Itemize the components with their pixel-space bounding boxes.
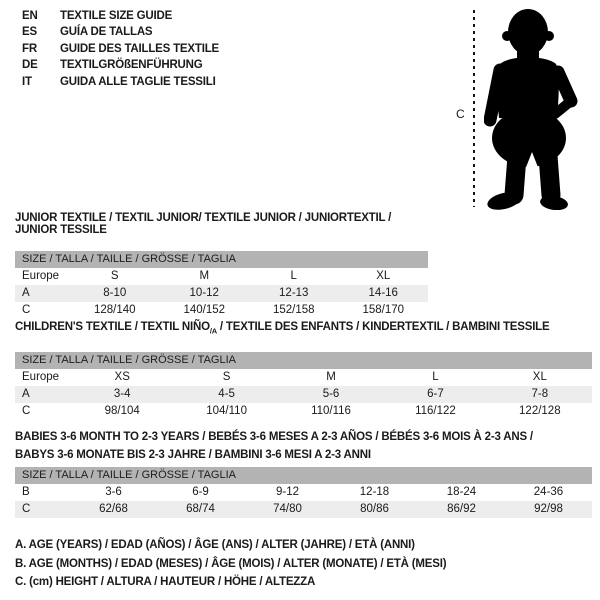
section-title bbox=[15, 429, 592, 464]
table-row bbox=[15, 403, 592, 420]
table-row bbox=[15, 302, 428, 319]
size-cell: 24-36 bbox=[533, 486, 564, 498]
size-cell: 6-9 bbox=[192, 486, 209, 498]
table-row bbox=[15, 484, 592, 501]
footnote-a: A. AGE (YEARS) / EDAD (AÑOS) / ÂGE (ANS) / ALTER (JAHRE) / ETÀ (ANNI) bbox=[15, 539, 415, 551]
guide-title: GUÍA DE TALLAS bbox=[60, 26, 153, 39]
footnote-c: C. (cm) HEIGHT / ALTURA / HAUTEUR / HÖHE / ALTEZZA bbox=[15, 576, 316, 588]
height-measure-label: C bbox=[456, 107, 465, 121]
size-cell: 110/116 bbox=[311, 405, 351, 418]
size-cell: 116/122 bbox=[415, 405, 456, 418]
table-row bbox=[15, 268, 428, 285]
size-cell: 92/98 bbox=[534, 503, 563, 515]
size-cell: 122/128 bbox=[519, 405, 561, 418]
size-cell: 4-5 bbox=[218, 388, 235, 401]
row-label: C bbox=[22, 503, 31, 515]
section-title-text: / TEXTILE DES ENFANTS / KINDERTEXTIL / BAMBINI TESSILE bbox=[216, 321, 550, 333]
size-cell: L bbox=[290, 270, 297, 282]
row-label: Europe bbox=[22, 371, 60, 384]
language-row bbox=[22, 41, 219, 57]
row-label: Europe bbox=[22, 270, 60, 282]
row-label: A bbox=[22, 287, 30, 299]
language-row bbox=[22, 24, 219, 40]
guide-title: GUIDE DES TAILLES TEXTILE bbox=[60, 42, 219, 55]
table-row bbox=[15, 386, 592, 403]
baby-silhouette-icon bbox=[484, 4, 596, 210]
size-cell: XL bbox=[532, 371, 547, 384]
table-row bbox=[15, 501, 592, 518]
guide-title: TEXTILGRÖßENFÜHRUNG bbox=[60, 59, 203, 72]
section-childrens-textile bbox=[15, 321, 592, 420]
size-cell: 74/80 bbox=[273, 503, 302, 515]
size-cell: 140/152 bbox=[183, 304, 226, 316]
size-cell: 3-4 bbox=[113, 388, 131, 401]
size-cell: 12-13 bbox=[279, 287, 309, 299]
row-label: C bbox=[22, 304, 31, 316]
footnote-b: B. AGE (MONTHS) / EDAD (MESES) / ÂGE (MOIS) / ALTER (MONATE) / ETÀ (MESI) bbox=[15, 557, 447, 570]
language-row bbox=[22, 8, 219, 24]
size-header-bar: SIZE / TALLA / TAILLE / GRÖSSE / TAGLIA bbox=[15, 467, 592, 484]
table-row bbox=[15, 285, 428, 302]
section-title-subscript: /A bbox=[209, 326, 217, 336]
size-cell: 7-8 bbox=[531, 388, 549, 401]
size-cell: XL bbox=[376, 270, 391, 282]
row-label: C bbox=[22, 405, 31, 418]
size-cell: 158/170 bbox=[362, 304, 405, 316]
size-cell: 3-6 bbox=[105, 486, 122, 498]
size-cell: 86/92 bbox=[447, 503, 476, 515]
section-babies-textile bbox=[15, 429, 592, 518]
section-title: JUNIOR TEXTILE / TEXTIL JUNIOR/ TEXTILE JUNIOR / JUNIORTEXTIL / JUNIOR TESSILE bbox=[15, 212, 392, 236]
size-cell: 12-18 bbox=[359, 486, 390, 498]
size-header-bar: SIZE / TALLA / TAILLE / GRÖSSE / TAGLIA bbox=[15, 352, 592, 369]
size-cell: M bbox=[326, 371, 336, 384]
language-row bbox=[22, 57, 219, 73]
size-header-bar: SIZE / TALLA / TAILLE / GRÖSSE / TAGLIA bbox=[15, 251, 428, 268]
size-cell: 9-12 bbox=[275, 486, 300, 498]
language-row bbox=[22, 74, 219, 90]
language-code: DE bbox=[22, 59, 38, 72]
size-cell: 68/74 bbox=[186, 503, 215, 515]
size-cell: XS bbox=[114, 371, 130, 384]
size-cell: 104/110 bbox=[206, 405, 247, 418]
size-cell: 10-12 bbox=[189, 287, 219, 299]
size-cell: 98/104 bbox=[104, 405, 140, 418]
language-title-list bbox=[22, 8, 219, 90]
height-measure-dashed-line bbox=[473, 10, 475, 207]
row-label: A bbox=[22, 388, 30, 401]
footnote-legend bbox=[15, 536, 446, 592]
size-cell: S bbox=[110, 270, 119, 282]
size-cell: 80/86 bbox=[360, 503, 389, 515]
language-code: FR bbox=[22, 42, 37, 55]
size-cell: 14-16 bbox=[368, 287, 398, 299]
size-cell: S bbox=[222, 371, 231, 384]
size-cell: 5-6 bbox=[322, 388, 340, 401]
language-code: IT bbox=[22, 75, 32, 88]
size-cell: L bbox=[432, 371, 439, 384]
table-row bbox=[15, 369, 592, 386]
guide-title: TEXTILE SIZE GUIDE bbox=[60, 10, 173, 22]
junior-size-table bbox=[15, 251, 428, 319]
babies-size-table bbox=[15, 467, 592, 518]
size-cell: 62/68 bbox=[99, 503, 128, 515]
row-label: B bbox=[22, 486, 30, 498]
section-junior-textile bbox=[15, 212, 428, 319]
guide-title: GUIDA ALLE TAGLIE TESSILI bbox=[60, 75, 216, 88]
section-title-line2: BABYS 3-6 MONATE BIS 2-3 JAHRE / BAMBINI 3-6 MESI A 2-3 ANNI bbox=[15, 448, 371, 461]
childrens-size-table bbox=[15, 352, 592, 420]
size-cell: 6-7 bbox=[427, 388, 444, 401]
size-cell: 18-24 bbox=[446, 486, 477, 498]
size-cell: M bbox=[199, 270, 210, 282]
size-cell: 8-10 bbox=[103, 287, 127, 299]
section-title bbox=[15, 321, 592, 337]
size-cell: 128/140 bbox=[93, 304, 136, 316]
language-code: EN bbox=[22, 10, 38, 22]
section-title-line1: BABIES 3-6 MONTH TO 2-3 YEARS / BEBÉS 3-6 MESES A 2-3 AÑOS / BÉBÉS 3-6 MOIS À 2-3 ANS / bbox=[15, 431, 533, 443]
section-title-text: CHILDREN'S TEXTILE / TEXTIL NIÑO bbox=[15, 321, 210, 333]
language-code: ES bbox=[22, 26, 37, 39]
size-cell: 152/158 bbox=[272, 304, 315, 316]
